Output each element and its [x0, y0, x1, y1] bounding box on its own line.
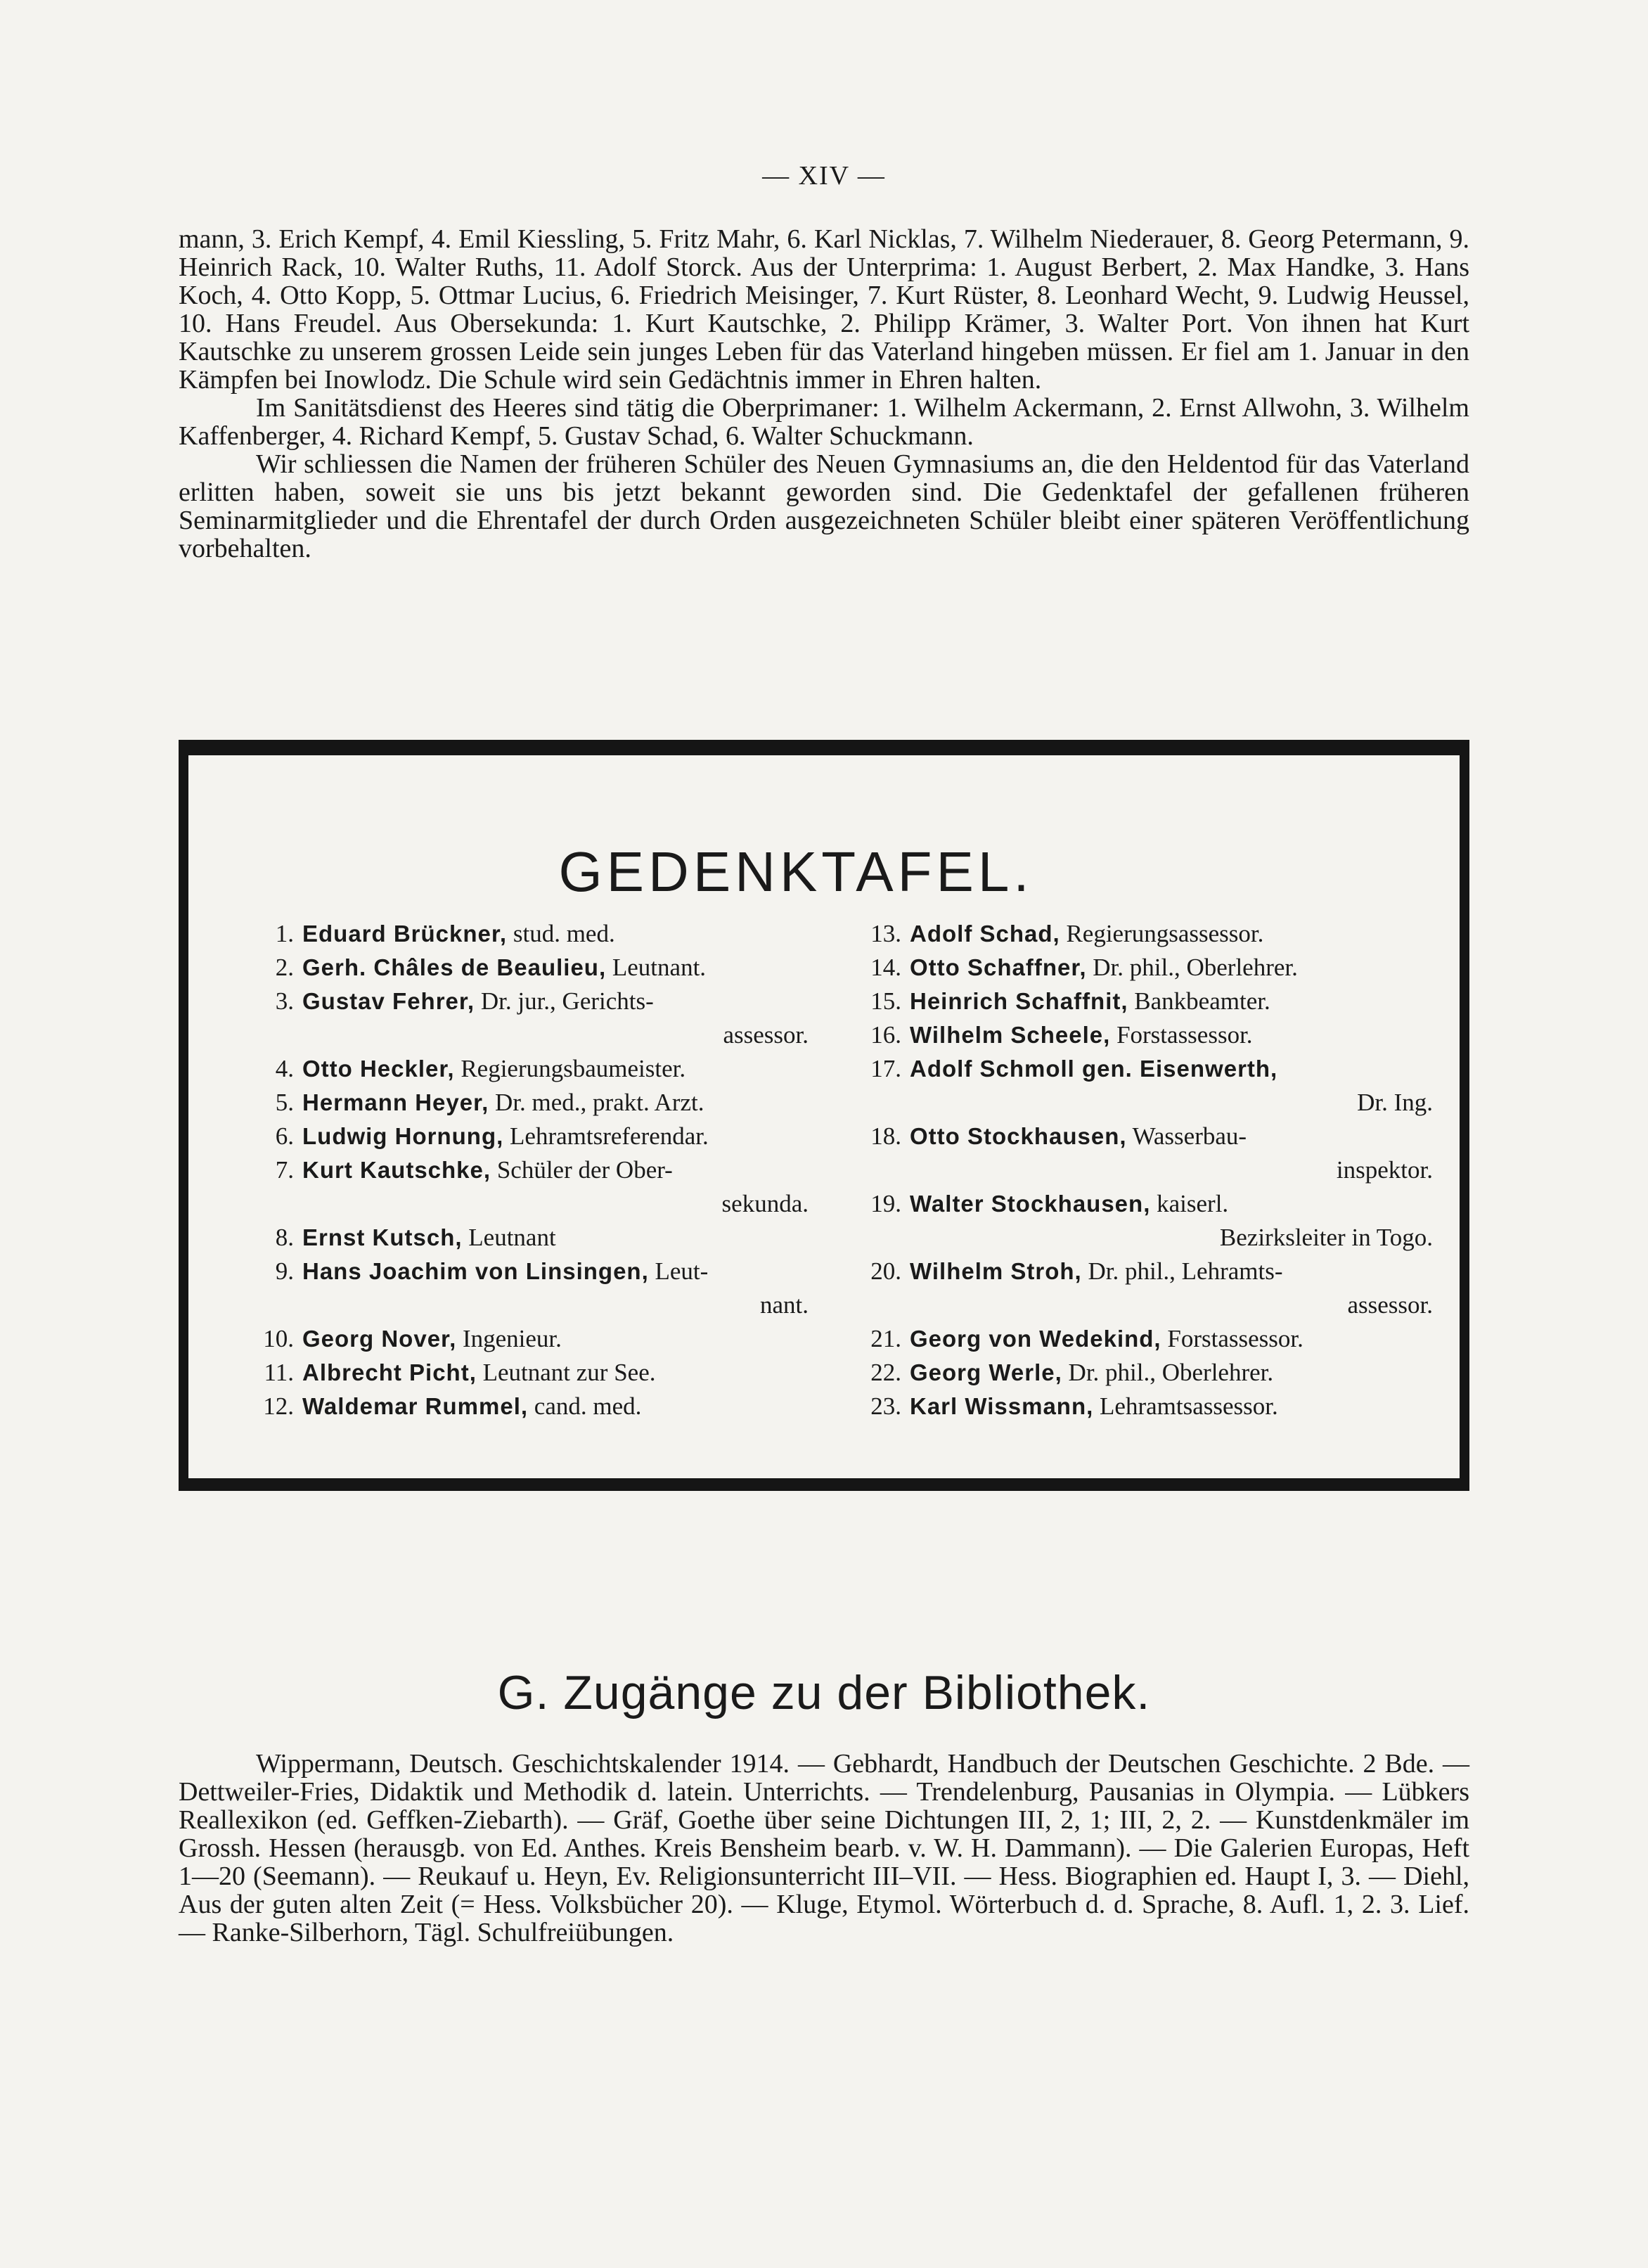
entry-number: 4.	[275, 1055, 294, 1082]
entry-number: 9.	[275, 1257, 294, 1285]
memorial-entry	[253, 1255, 809, 1322]
memorial-entry	[855, 917, 1433, 951]
memorial-entry	[253, 1052, 809, 1086]
entry-detail: Ingenieur.	[456, 1325, 562, 1352]
entry-name: Gerh. Châles de Beaulieu,	[302, 954, 607, 980]
entry-detail: Lehramtsassessor.	[1093, 1392, 1278, 1420]
entry-name: Adolf Schad,	[910, 921, 1060, 947]
entry-continuation: Bezirksleiter in Togo.	[1219, 1224, 1433, 1251]
library-heading: G. Zugänge zu der Bibliothek.	[497, 1666, 1151, 1719]
entry-continuation: assessor.	[723, 1021, 809, 1049]
entry-number: 2.	[275, 954, 294, 981]
memorial-entry	[253, 1221, 809, 1255]
entry-number: 20.	[870, 1257, 901, 1285]
entry-number: 6.	[275, 1122, 294, 1150]
entry-name: Eduard Brückner,	[302, 921, 508, 947]
entry-number: 11.	[264, 1359, 294, 1386]
entry-number: 5.	[275, 1089, 294, 1116]
entry-detail: Leut-	[648, 1257, 709, 1285]
entry-number: 21.	[870, 1325, 901, 1352]
entry-detail: Dr. jur., Gerichts-	[475, 987, 654, 1015]
entry-name: Ludwig Hornung,	[302, 1123, 504, 1149]
memorial-entry	[253, 1153, 809, 1221]
entry-number: 1.	[275, 920, 294, 947]
memorial-entry	[253, 1322, 809, 1356]
entry-number: 10.	[263, 1325, 294, 1352]
entry-detail: Forstassessor.	[1161, 1325, 1303, 1352]
memorial-entry	[855, 1322, 1433, 1356]
entry-continuation: sekunda.	[721, 1190, 809, 1217]
memorial-entry	[253, 1086, 809, 1120]
entry-detail: Lehramtsreferendar.	[503, 1122, 709, 1150]
memorial-entry	[855, 1187, 1433, 1255]
entry-name: Albrecht Picht,	[302, 1359, 477, 1385]
entry-name: Otto Heckler,	[302, 1056, 455, 1082]
entry-name: Georg Nover,	[302, 1326, 457, 1352]
entry-number: 17.	[870, 1055, 901, 1082]
memorial-title: GEDENKTAFEL.	[558, 840, 1034, 903]
intro-paragraph-2: Im Sanitätsdienst des Heeres sind tätig die Oberprimaner: 1. Wilhelm Ackermann, 2. Ernst Allwohn, 3. Wilhelm Kaffenberger, 4. Richard Kempf, 5. Gustav Schad, 6. Walter Schuckmann.	[179, 393, 1469, 451]
entry-continuation: assessor.	[1347, 1291, 1433, 1319]
entry-detail: Regierungsbaumeister.	[454, 1055, 686, 1082]
memorial-entry	[855, 1120, 1433, 1187]
entry-detail: Dr. phil., Oberlehrer.	[1086, 954, 1298, 981]
memorial-entry	[253, 985, 809, 1052]
entry-name: Adolf Schmoll gen. Eisenwerth,	[910, 1056, 1278, 1082]
entry-name: Kurt Kautschke,	[302, 1157, 491, 1183]
memorial-entry	[253, 951, 809, 985]
entry-detail: Bankbeamter.	[1128, 987, 1270, 1015]
entry-detail: Wasserbau-	[1126, 1122, 1247, 1150]
entry-detail: kaiserl.	[1150, 1190, 1229, 1217]
entry-detail: Forstassessor.	[1110, 1021, 1253, 1049]
memorial-entry	[855, 1390, 1433, 1423]
entry-name: Otto Stockhausen,	[910, 1123, 1127, 1149]
entry-number: 8.	[275, 1224, 294, 1251]
intro-paragraph-1: mann, 3. Erich Kempf, 4. Emil Kiessling, 5. Fritz Mahr, 6. Karl Nicklas, 7. Wilhelm Niederauer, 8. Georg Petermann, 9. Heinrich Rack, 10. Walter Ruths, 11. Adolf Storck. Aus der Unterprima: 1. August Berbert, 2. Max Handke, 3. Hans Koch, 4. Otto Kopp, 5. Ottmar Lucius, 6. Friedrich Meisinger, 7. Kurt Rüster, 8. Leonhard Wecht, 9. Ludwig Heussel, 10. Hans Freudel. Aus Obersekunda: 1. Kurt Kautschke, 2. Philipp Krämer, 3. Walter Port. Von ihnen hat Kurt Kautschke zu unserem grossen Leide sein junges Leben für das Vaterland hingeben müssen. Er fiel am 1. Januar in den Kämpfen bei Inowlodz. Die Schule wird sein Gedächtnis immer in Ehren halten.	[179, 224, 1469, 395]
entry-continuation: inspektor.	[1336, 1156, 1433, 1184]
entry-name: Hermann Heyer,	[302, 1089, 489, 1115]
memorial-entry	[855, 1018, 1433, 1052]
entry-number: 3.	[275, 987, 294, 1015]
entry-name: Otto Schaffner,	[910, 954, 1087, 980]
entry-name: Hans Joachim von Linsingen,	[302, 1258, 649, 1284]
library-text	[179, 1750, 1469, 1947]
intro-paragraph-3: Wir schliessen die Namen der früheren Schüler des Neuen Gymnasiums an, die den Heldentod für das Vaterland erlitten haben, soweit sie uns bis jetzt bekannt geworden sind. Die Gedenktafel der gefallenen früheren Seminarmitglieder und die Ehrentafel der durch Orden ausgezeichneten Schüler bleibt einer späteren Veröffentlichung vorbehalten.	[179, 449, 1469, 563]
entry-name: Karl Wissmann,	[910, 1393, 1094, 1419]
memorial-entry	[855, 1356, 1433, 1390]
entry-detail: cand. med.	[528, 1392, 642, 1420]
entry-detail: Leutnant zur See.	[476, 1359, 656, 1386]
entry-detail: Schüler der Ober-	[491, 1156, 673, 1184]
memorial-plaque	[179, 740, 1469, 1491]
entry-number: 23.	[870, 1392, 901, 1420]
memorial-entry	[855, 1052, 1433, 1120]
entry-continuation: Dr. Ing.	[1357, 1089, 1433, 1116]
entry-number: 7.	[275, 1156, 294, 1184]
memorial-entry	[855, 1255, 1433, 1322]
memorial-column-left	[253, 917, 809, 1423]
entry-name: Wilhelm Scheele,	[910, 1022, 1111, 1048]
entry-name: Georg Werle,	[910, 1359, 1062, 1385]
entry-number: 16.	[870, 1021, 901, 1049]
entry-name: Walter Stockhausen,	[910, 1191, 1151, 1217]
entry-detail: stud. med.	[507, 920, 615, 947]
entry-detail: Dr. phil., Lehramts-	[1081, 1257, 1283, 1285]
entry-name: Heinrich Schaffnit,	[910, 988, 1128, 1014]
library-paragraph: Wippermann, Deutsch. Geschichtskalender 1914. — Gebhardt, Handbuch der Deutschen Geschichte. 2 Bde. — Dettweiler-Fries, Didaktik und Methodik d. latein. Unterrichts. — Trendelenburg, Pausanias in Olympia. — Lübkers Reallexikon (ed. Geffken-Ziebarth). — Gräf, Goethe über seine Dichtungen III, 2, 1; III, 2, 2. — Kunstdenkmäler im Grossh. Hessen (herausgb. von Ed. Anthes. Kreis Bensheim bearb. v. W. H. Dammann). — Die Galerien Europas, Heft 1—20 (Seemann). — Reukauf u. Heyn, Ev. Religionsunterricht III–VII. — Hess. Biographien ed. Haupt I, 3. — Diehl, Aus der guten alten Zeit (= Hess. Volksbücher 20). — Kluge, Etymol. Wörterbuch d. d. Sprache, 8. Aufl. 1, 2. 3. Lief. — Ranke-Silberhorn, Tägl. Schulfreiübungen.	[179, 1749, 1469, 1947]
entry-detail: Dr. med., prakt. Arzt.	[489, 1089, 704, 1116]
entry-continuation: nant.	[759, 1291, 809, 1319]
entry-name: Wilhelm Stroh,	[910, 1258, 1082, 1284]
memorial-entry	[253, 917, 809, 951]
memorial-entry	[253, 1120, 809, 1153]
entry-detail: Regierungsassessor.	[1060, 920, 1264, 947]
entry-detail: Dr. phil., Oberlehrer.	[1062, 1359, 1274, 1386]
entry-number: 18.	[870, 1122, 901, 1150]
memorial-entry	[855, 951, 1433, 985]
page-number: — XIV —	[762, 161, 886, 191]
entry-number: 22.	[870, 1359, 901, 1386]
entry-number: 12.	[263, 1392, 294, 1420]
entry-name: Waldemar Rummel,	[302, 1393, 529, 1419]
entry-name: Gustav Fehrer,	[302, 988, 475, 1014]
memorial-entry	[253, 1356, 809, 1390]
memorial-column-right	[855, 917, 1433, 1423]
intro-text	[179, 225, 1469, 563]
entry-number: 15.	[870, 987, 901, 1015]
entry-detail: Leutnant	[462, 1224, 556, 1251]
entry-name: Ernst Kutsch,	[302, 1224, 463, 1250]
entry-number: 14.	[870, 954, 901, 981]
entry-name: Georg von Wedekind,	[910, 1326, 1161, 1352]
entry-number: 13.	[870, 920, 901, 947]
entry-detail: Leutnant.	[606, 954, 707, 981]
memorial-entry	[855, 985, 1433, 1018]
entry-number: 19.	[870, 1190, 901, 1217]
memorial-entry	[253, 1390, 809, 1423]
